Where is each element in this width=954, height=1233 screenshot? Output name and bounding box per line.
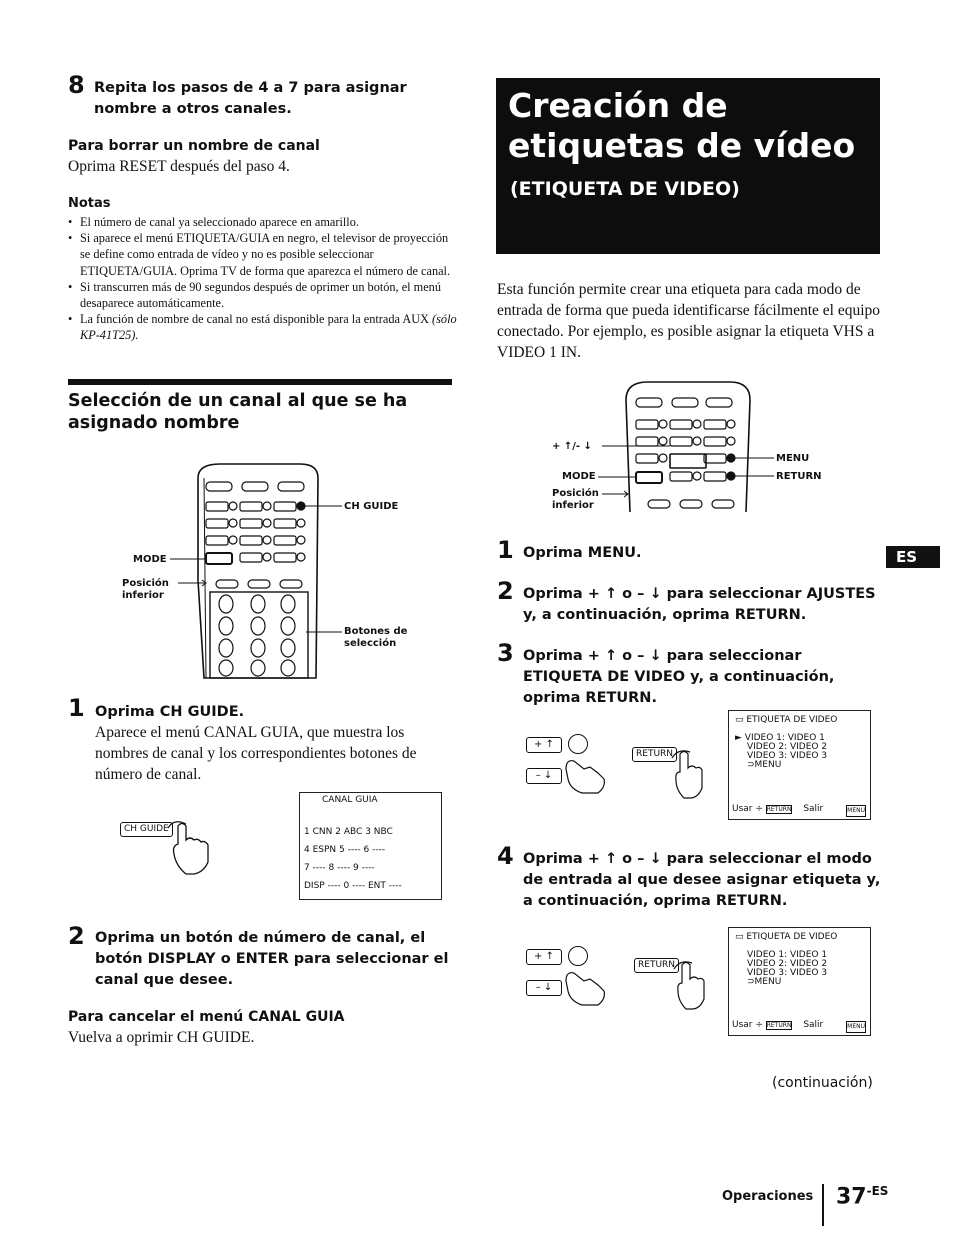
menu4-footer: Usar ÷ RETURN Salir MENU bbox=[732, 1021, 866, 1033]
left-step-1-number: 1 bbox=[68, 694, 85, 722]
left-step-1-body: Aparece el menú CANAL GUIA, que muestra los nombres de canal y los correspondientes botones de número de canal. bbox=[95, 724, 417, 783]
notas-heading: Notas bbox=[68, 196, 111, 211]
right-step-3-number: 3 bbox=[497, 639, 514, 667]
menu4-line: VIDEO 3: VIDEO 3 bbox=[747, 968, 828, 978]
ch-guide-button: CH GUIDE bbox=[120, 822, 173, 837]
label-inferior-right: inferior bbox=[552, 500, 594, 511]
menu3-line: ⊃MENU bbox=[747, 760, 782, 770]
notas-list bbox=[68, 214, 460, 344]
canal-guia-row: 4 ESPN 5 ---- 6 ---- bbox=[304, 845, 386, 855]
return-button-4: RETURN bbox=[634, 958, 679, 973]
plus-button-4: + ↑ bbox=[526, 949, 562, 965]
menu4-line: VIDEO 2: VIDEO 2 bbox=[747, 959, 828, 969]
right-step-2-number: 2 bbox=[497, 577, 514, 605]
pressing-hand-icon bbox=[560, 967, 610, 1007]
plus-round-button-3 bbox=[568, 734, 588, 754]
right-step-4-number: 4 bbox=[497, 842, 514, 870]
pointing-hand-icon bbox=[670, 744, 710, 802]
nota-item: • Si transcurren más de 90 segundos después de oprimer un botón, el menú desaparece automáticamente. bbox=[80, 279, 460, 311]
menu4-title: ETIQUETA DE VIDEO bbox=[746, 932, 838, 942]
label-return: RETURN bbox=[776, 471, 822, 482]
pointing-hand-icon bbox=[672, 955, 712, 1013]
cancelar-text: Vuelva a oprimir CH GUIDE. bbox=[68, 1029, 255, 1046]
canal-guia-row: 1 CNN 2 ABC 3 NBC bbox=[304, 827, 393, 837]
menu3-lines bbox=[735, 734, 827, 770]
return-button-3: RETURN bbox=[632, 747, 677, 762]
label-posicion: Posición bbox=[122, 578, 169, 589]
cancelar-heading: Para cancelar el menú CANAL GUIA bbox=[68, 1009, 345, 1025]
menu4-line: ⊃MENU bbox=[747, 977, 782, 987]
title-line-2: etiquetas de vídeo bbox=[508, 126, 856, 165]
label-menu: MENU bbox=[776, 453, 810, 464]
menu3-line: VIDEO 3: VIDEO 3 bbox=[747, 751, 828, 761]
nota-item: • Si aparece el menú ETIQUETA/GUIA en negro, el televisor de proyección se define como entrada de vídeo y no es posible seleccionar ETIQUETA/GUIA. Oprima TV de forma que aparezca el número de canal. bbox=[80, 230, 460, 279]
intro-text: Esta función permite crear una etiqueta para cada modo de entrada de forma que pueda identificarse fácilmente el equipo conectado. Por ejemplo, es posible asignar la etiqueta VHS a VIDEO 1 IN. bbox=[497, 281, 881, 361]
pointing-hand-icon bbox=[164, 818, 228, 878]
borrar-heading: Para borrar un nombre de canal bbox=[68, 138, 320, 154]
right-step-2-text: Oprima + ↑ o – ↓ para seleccionar AJUSTES y, a continuación, oprima RETURN. bbox=[523, 586, 876, 623]
menu4-lines bbox=[747, 951, 827, 987]
right-step-4-text: Oprima + ↑ o – ↓ para seleccionar el modo de entrada al que desee asignar etiqueta y, a continuación, oprima RETURN. bbox=[523, 851, 881, 909]
label-plus-minus: + ↑/- ↓ bbox=[552, 441, 592, 452]
minus-button-3: – ↓ bbox=[526, 768, 562, 784]
section-rule bbox=[68, 379, 452, 385]
title-banner bbox=[496, 78, 880, 254]
plus-button-3: + ↑ bbox=[526, 737, 562, 753]
continuacion-text: (continuación) bbox=[772, 1075, 873, 1091]
canal-guia-title: CANAL GUIA bbox=[322, 795, 378, 805]
label-mode: MODE bbox=[133, 554, 167, 565]
label-ch-guide: CH GUIDE bbox=[344, 501, 399, 512]
menu3-title: ETIQUETA DE VIDEO bbox=[746, 715, 838, 725]
label-mode-right: MODE bbox=[562, 471, 596, 482]
right-step-3-text: Oprima + ↑ o – ↓ para seleccionar ETIQUETA DE VIDEO y, a continuación, oprima RETURN. bbox=[523, 648, 835, 706]
nota-item: • El número de canal ya seleccionado aparece en amarillo. bbox=[80, 214, 460, 230]
footer-section: Operaciones bbox=[722, 1189, 814, 1204]
menu3-footer: Usar ÷ RETURN Salir MENU bbox=[732, 805, 866, 817]
etiqueta-screen-step-3: ▭ ETIQUETA DE VIDEO ► VIDEO 1: VIDEO 1 VIDEO 2: VIDEO 2 VIDEO 3: VIDEO 3 ⊃MENU Usar ÷ RETURN Salir MENU bbox=[728, 710, 871, 820]
etiqueta-screen-step-4: ▭ ETIQUETA DE VIDEO VIDEO 1: VIDEO 1 VIDEO 2: VIDEO 2 VIDEO 3: VIDEO 3 ⊃MENU Usar ÷ RETURN Salir MENU bbox=[728, 927, 871, 1036]
right-step-1-number: 1 bbox=[497, 536, 514, 564]
pressing-hand-icon bbox=[560, 755, 610, 795]
label-posicion-right: Posición bbox=[552, 488, 599, 499]
left-step-2-number: 2 bbox=[68, 922, 85, 950]
remote-control-illustration bbox=[120, 460, 420, 690]
canal-guia-row: DISP ---- 0 ---- ENT ---- bbox=[304, 881, 402, 891]
label-seleccion: selección bbox=[344, 638, 397, 649]
plus-round-button-4 bbox=[568, 946, 588, 966]
left-step-2-text: Oprima un botón de número de canal, el botón DISPLAY o ENTER para seleccionar el canal que desee. bbox=[95, 930, 449, 988]
menu3-line: ► VIDEO 1: VIDEO 1 bbox=[735, 733, 825, 743]
step-8-number: 8 bbox=[68, 71, 85, 99]
title-line-1: Creación de bbox=[508, 86, 728, 125]
borrar-text: Oprima RESET después del paso 4. bbox=[68, 158, 290, 175]
footer-divider bbox=[822, 1184, 824, 1226]
page-number: $37^{-ES}$ bbox=[836, 1184, 889, 1210]
title-subtitle: (ETIQUETA DE VIDEO) bbox=[510, 178, 740, 200]
label-botones: Botones de bbox=[344, 626, 408, 637]
label-inferior: inferior bbox=[122, 590, 164, 601]
canal-guia-row: 7 ---- 8 ---- 9 ---- bbox=[304, 863, 375, 873]
left-step-1-text: Oprima CH GUIDE. bbox=[95, 704, 245, 720]
right-step-1-text: Oprima MENU. bbox=[523, 545, 642, 561]
menu4-line: VIDEO 1: VIDEO 1 bbox=[747, 950, 828, 960]
section-title: Selección de un canal al que se ha asignado nombre bbox=[68, 391, 408, 433]
minus-button-4: – ↓ bbox=[526, 980, 562, 996]
menu3-line: VIDEO 2: VIDEO 2 bbox=[747, 742, 828, 752]
canal-guia-screen bbox=[299, 792, 442, 900]
step-8-text: Repita los pasos de 4 a 7 para asignar nombre a otros canales. bbox=[94, 80, 407, 117]
es-language-tab: ES bbox=[886, 546, 940, 568]
nota-item: • La función de nombre de canal no está disponible para la entrada AUX (sólo KP-41T25). bbox=[80, 311, 460, 343]
